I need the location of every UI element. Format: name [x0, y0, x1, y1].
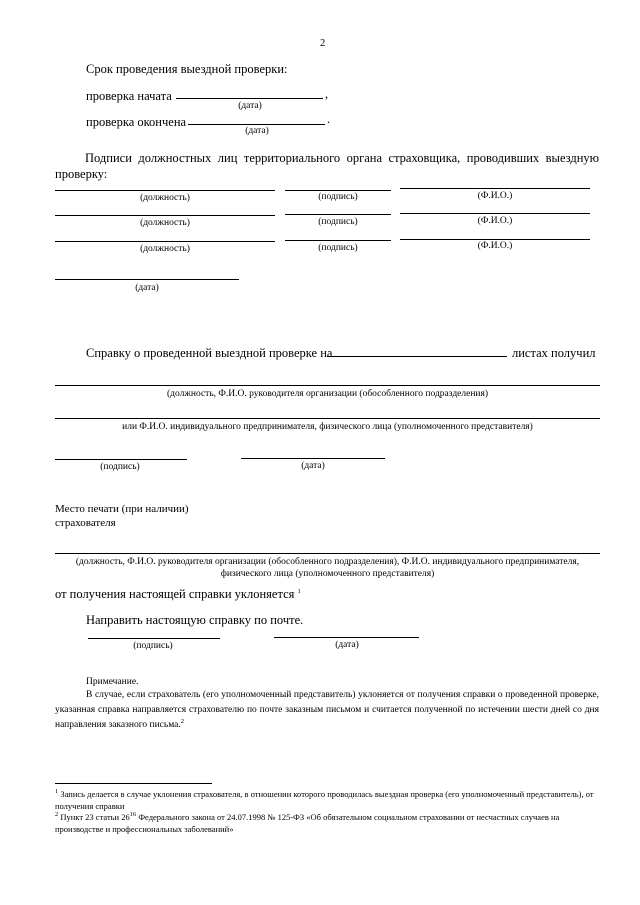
mail-date-caption: (дата)	[335, 640, 359, 650]
receipt-signature-caption: (подпись)	[100, 462, 140, 472]
footnote-2-article-sup: 16	[129, 811, 137, 819]
evades-text: от получения настоящей справки уклоняется	[55, 587, 295, 601]
note-body-text: В случае, если страхователь (его уполномоченный представитель) уклоняется от получения справки о проведенной проверке, указанная справка направляется страхователю по почте заказным письмом и считается полученной по истечении шести дней со дня направления заказного письма.	[55, 690, 599, 730]
footnote-1	[55, 788, 599, 812]
official-1-fio-caption: (Ф.И.О.)	[477, 191, 513, 201]
official-3-fio-field	[400, 239, 590, 240]
footnote-separator	[55, 783, 212, 784]
footnote-2	[55, 811, 599, 835]
receipt-date-field	[241, 458, 385, 459]
seal-place-line1: Место печати (при наличии)	[55, 503, 189, 515]
footnote-1-text: Запись делается в случае уклонения страхователя, в отношении которого проводилась выездная проверка (его уполномоченный представитель), от получения справки	[55, 789, 594, 811]
mail-date-field	[274, 637, 419, 638]
evades-statement	[55, 587, 301, 602]
official-2-position-caption: (должность)	[140, 218, 190, 228]
signatures-intro: Подписи должностных лиц территориального органа страховщика, проводивших выездную проверку:	[55, 151, 599, 181]
official-1-signature-caption: (подпись)	[318, 192, 358, 202]
official-2-fio-field	[400, 213, 590, 214]
official-1-position-field	[55, 190, 275, 191]
inspection-period-heading: Срок проведения выездной проверки:	[86, 62, 288, 76]
official-3-position-caption: (должность)	[140, 244, 190, 254]
evader-caption-line1: (должность, Ф.И.О. руководителя организации (обособленного подразделения), Ф.И.О. индивидуального предпринимателя,	[75, 557, 580, 567]
receipt-text-end: листах получил	[512, 346, 596, 360]
receipt-sheets-field	[327, 356, 507, 357]
inspection-started-comma: ,	[325, 87, 329, 101]
seal-place-line2: страхователя	[55, 517, 116, 529]
footnote-2-text-b: Федерального закона от 24.07.1998 № 125-ФЗ «Об обязательном социальном страховании от несчастных случаев на производстве и профессиональных заболеваний»	[55, 812, 560, 834]
official-1-fio-field	[400, 188, 590, 189]
note-title: Примечание.	[86, 677, 139, 687]
send-by-mail-text: Направить настоящую справку по почте.	[86, 613, 304, 627]
mail-signature-caption: (подпись)	[133, 641, 173, 651]
footnote-ref-1[interactable]: 1	[297, 587, 301, 595]
mail-signature-field	[88, 638, 220, 639]
receiver-head-field	[55, 385, 600, 386]
footnote-2-text-a: Пункт 23 статьи 26	[60, 812, 130, 822]
receiver-ip-caption: или Ф.И.О. индивидуального предпринимателя, физического лица (уполномоченного представителя)	[122, 422, 533, 432]
official-3-signature-field	[285, 240, 391, 241]
footnote-1-mark: 1	[55, 788, 59, 796]
official-2-fio-caption: (Ф.И.О.)	[477, 216, 513, 226]
official-2-position-field	[55, 215, 275, 216]
receipt-text: Справку о проведенной выездной проверке на	[86, 346, 333, 360]
signatures-date-caption: (дата)	[135, 283, 159, 293]
inspection-ended-period: .	[327, 112, 331, 126]
receiver-ip-field	[55, 418, 600, 419]
receiver-head-caption: (должность, Ф.И.О. руководителя организации (обособленного подразделения)	[166, 389, 489, 399]
footnote-2-mark: 2	[55, 811, 59, 819]
receipt-signature-field	[55, 459, 187, 460]
inspection-started-date-caption: (дата)	[238, 101, 262, 111]
inspection-ended-label: проверка окончена	[86, 115, 187, 129]
inspection-ended-field	[188, 124, 325, 125]
official-2-signature-field	[285, 214, 391, 215]
official-3-fio-caption: (Ф.И.О.)	[477, 241, 513, 251]
inspection-started-field	[176, 98, 323, 99]
evader-caption-line2: физического лица (уполномоченного представителя)	[220, 569, 435, 579]
footnote-ref-2[interactable]: 2	[180, 717, 184, 725]
receipt-date-caption: (дата)	[301, 461, 325, 471]
official-3-signature-caption: (подпись)	[318, 243, 358, 253]
official-2-signature-caption: (подпись)	[318, 217, 358, 227]
inspection-started-label: проверка начата	[86, 89, 172, 103]
official-1-position-caption: (должность)	[140, 193, 190, 203]
page-number: 2	[320, 38, 326, 49]
official-1-signature-field	[285, 190, 391, 191]
note-body	[55, 688, 599, 733]
official-3-position-field	[55, 241, 275, 242]
evader-field	[55, 553, 600, 554]
signatures-date-field	[55, 279, 239, 280]
inspection-ended-date-caption: (дата)	[245, 126, 269, 136]
